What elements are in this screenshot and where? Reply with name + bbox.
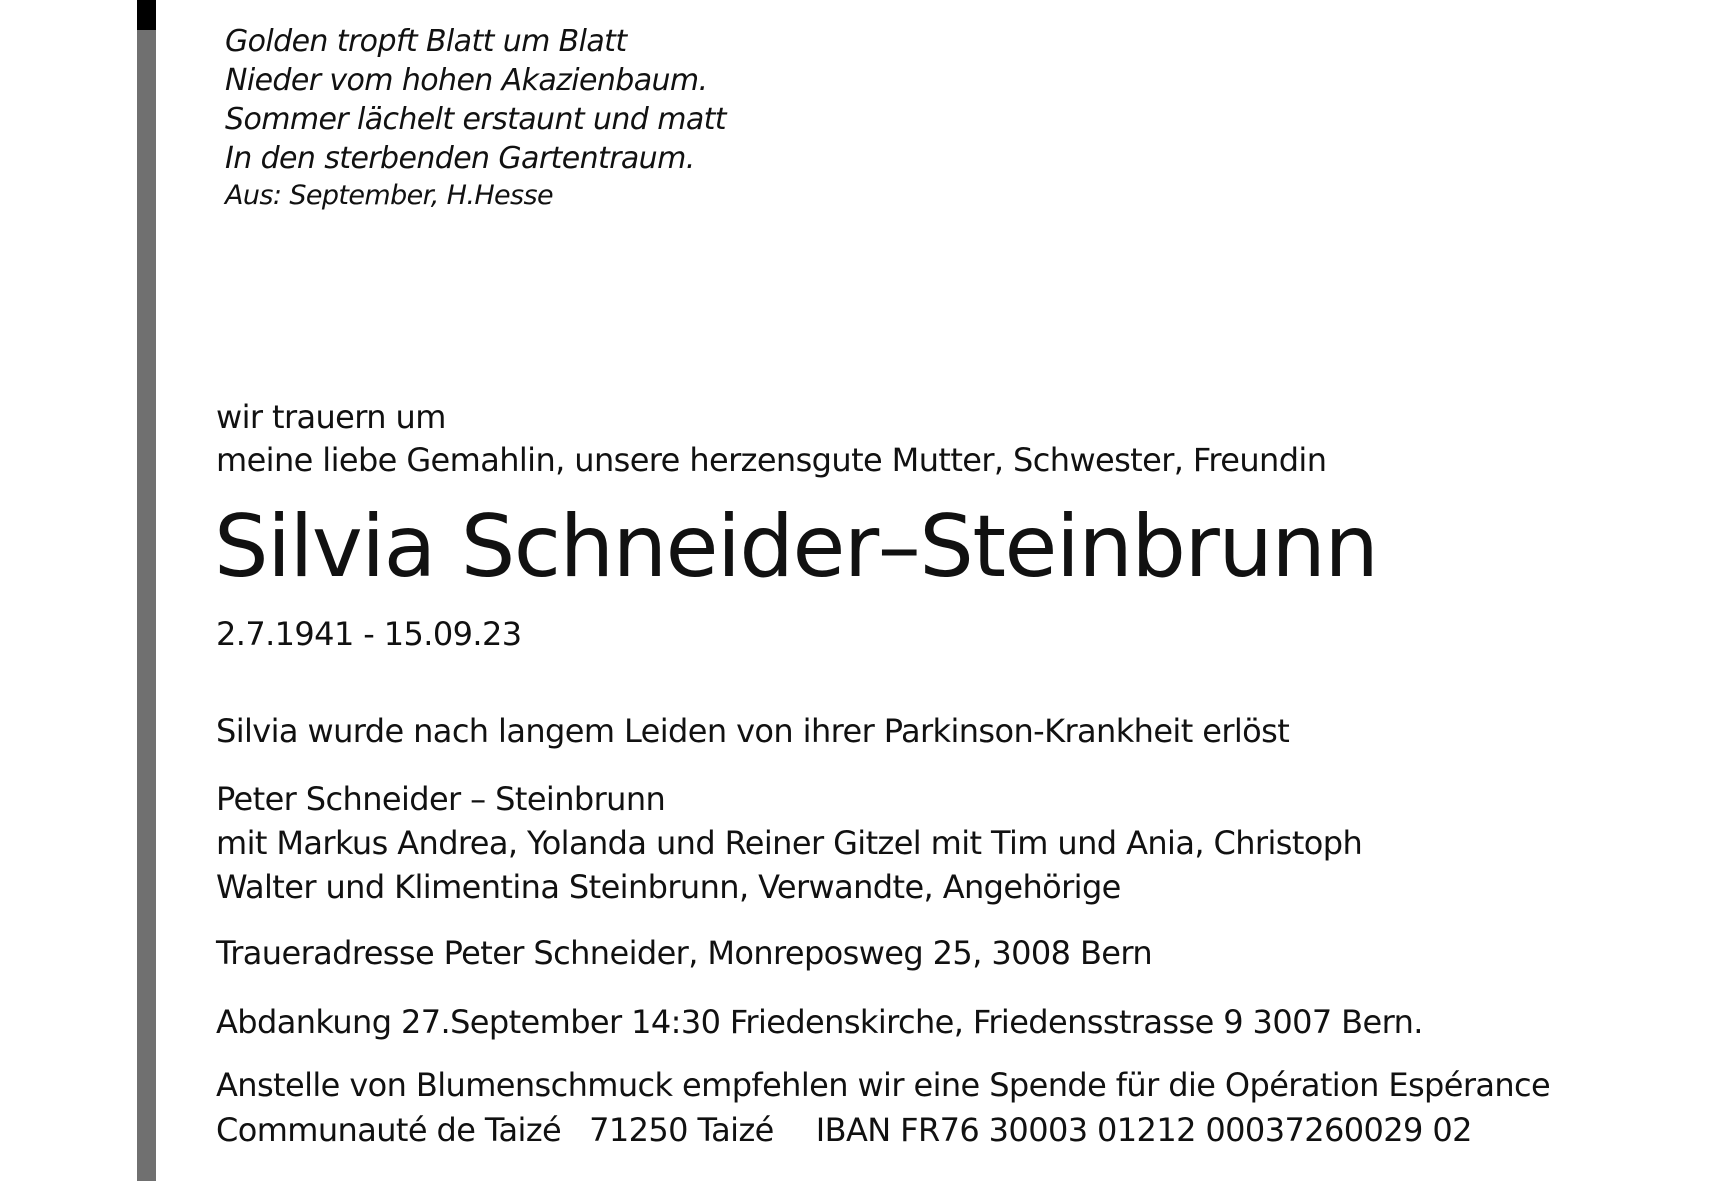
- poem-line: In den sterbenden Gartentraum.: [225, 141, 695, 176]
- family-list: [216, 777, 1362, 909]
- intro-line: meine liebe Gemahlin, unsere herzensgute Mutter, Schwester, Freundin: [216, 441, 1327, 479]
- donation-recipient: Communauté de Taizé: [216, 1111, 562, 1149]
- family-line: Walter und Klimentina Steinbrunn, Verwandte, Angehörige: [216, 868, 1121, 906]
- poem-line: Nieder vom hohen Akazienbaum.: [225, 63, 708, 98]
- poem-quote: [225, 22, 726, 214]
- poem-line: Golden tropft Blatt um Blatt: [225, 24, 627, 59]
- family-line: mit Markus Andrea, Yolanda und Reiner Gitzel mit Tim und Ania, Christoph: [216, 824, 1363, 862]
- deceased-name: Silvia Schneider–Steinbrunn: [214, 497, 1378, 597]
- family-line: Peter Schneider – Steinbrunn: [216, 780, 666, 818]
- passing-message: Silvia wurde nach langem Leiden von ihrer Parkinson-Krankheit erlöst: [216, 712, 1290, 750]
- left-margin-bar: [137, 0, 156, 1181]
- funeral-service-info: Abdankung 27.September 14:30 Friedenskirche, Friedensstrasse 9 3007 Bern.: [216, 1003, 1423, 1041]
- donation-details: [216, 1108, 1550, 1153]
- poem-line: Sommer lächelt erstaunt und matt: [225, 102, 726, 137]
- poem-source: Aus: September, H.Hesse: [225, 180, 553, 211]
- intro-line: wir trauern um: [216, 398, 446, 436]
- donation-info: [216, 1063, 1550, 1153]
- mourning-address: Traueradresse Peter Schneider, Monreposweg 25, 3008 Bern: [216, 934, 1153, 972]
- donation-postal: 71250 Taizé: [589, 1111, 774, 1149]
- donation-iban: IBAN FR76 30003 01212 00037260029 02: [815, 1111, 1472, 1149]
- mourning-intro: [216, 396, 1326, 482]
- left-margin-bar-cap: [137, 0, 156, 30]
- life-dates: 2.7.1941 - 15.09.23: [216, 615, 522, 653]
- donation-line: Anstelle von Blumenschmuck empfehlen wir eine Spende für die Opération Espérance: [216, 1066, 1551, 1104]
